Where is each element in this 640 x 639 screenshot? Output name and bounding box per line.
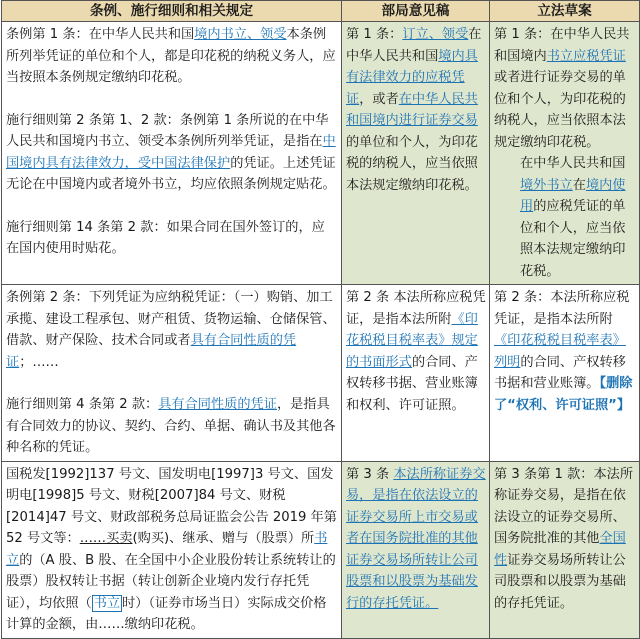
text-run: 本条例所列举凭证的单位和个人，都是印花税的纳税义务人，应当按照本条例规定缴纳印花税。 — [6, 27, 336, 85]
header-regulations: 条例、施行细则和相关规定 — [2, 1, 342, 22]
text-run: 第 1 条：在中华人民共和国境内 — [494, 27, 630, 64]
header-ministry-draft: 部局意见稿 — [342, 1, 490, 22]
cell-regulations — [2, 22, 342, 285]
text-run: 或者进行证券交易的单位和个人，为印花税的纳税人，应当依照本法规定缴纳印花税。 — [494, 70, 626, 150]
text-run: (购买)、继承、赠与（股票）所 — [132, 531, 315, 546]
text-run: 在中华人民共和国 — [520, 156, 626, 171]
text-run: 国税发[1992]137 号文、国发明电[1997]3 号文、国发明电[1998]5 号文、财税[2007]84 号文、财税[2014]47 号文、财政部税务总局证监会公告 2019 年第 52 号文等： — [6, 466, 337, 546]
text-run: 的合同、产权转移书据、营业账簿和权利、许可证照。 — [346, 354, 478, 413]
highlighted-text: 具有合同性质的凭证 — [6, 333, 297, 370]
text-run: 时）（证券市场当日）实际成交价格计算的金额，由……缴纳印花税。 — [6, 595, 327, 632]
paragraph — [494, 287, 636, 416]
paragraph — [6, 24, 338, 89]
text-run: 的单位和个人，为印花税的纳税人，应当依照本法规定缴纳印花税。 — [346, 134, 478, 193]
paragraph — [6, 110, 338, 196]
highlighted-text: 境内使用 — [520, 177, 626, 214]
text-run: 的（A 股、B 股、在全国中小企业股份转让系统转让的股票）股权转让书据（转让创新企业境内发行存托凭证），均依照（ — [6, 552, 336, 611]
text-run: 第 1 条： — [346, 27, 403, 42]
text-run: 在 — [572, 177, 586, 193]
text-run: 第 3 条第 1 款：本法所称证券交易，是指在依法设立的证券交易所、国务院批准的其他 — [494, 466, 634, 546]
highlighted-text: 境内具有法律效力的应税凭证 — [346, 48, 478, 107]
text-run: ；…… — [19, 354, 59, 370]
paragraph — [494, 153, 636, 282]
highlighted-text: 【删除了“权利、许可证照”】 — [494, 376, 633, 413]
cell-ministry-draft — [342, 461, 490, 638]
highlighted-text: 书立 — [93, 595, 121, 611]
cell-legislative-draft — [490, 461, 640, 638]
text-run: 施行细则第 2 条第 1、2 款：条例第 1 条所说的在中华人民共和国境内书立、领受本条例所列举凭证，是指在 — [6, 112, 329, 149]
text-run: 的凭证。上述凭证无论在中国境内或者境外书立，均应依照条例规定贴花。 — [6, 155, 336, 192]
paragraph — [346, 287, 486, 416]
text-run: 第 2 条：本法所称应税凭证，是指本法所附 — [494, 290, 630, 327]
text-run: 第 3 条 — [346, 466, 394, 482]
highlighted-text: 境内书立、领受 — [194, 27, 287, 42]
highlighted-text: 境外书立 — [520, 177, 573, 193]
cell-legislative-draft — [490, 285, 640, 462]
paragraph — [346, 464, 486, 615]
paragraph — [6, 217, 338, 260]
highlighted-text: 《印花税税目税率表》列明 — [494, 333, 626, 370]
text-run: 条例第 1 条：在中华人民共和国 — [6, 27, 195, 42]
header-row — [2, 1, 640, 22]
text-run: 施行细则第 14 条第 2 款：如果合同在国外签订的，应在国内使用时贴花。 — [6, 219, 325, 256]
text-run: 在中华人民共和国 — [346, 27, 482, 64]
highlighted-text: 本法所称证券交易，是指在依法设立的证券交易所上市交易或者在国务院批准的其他证券交易场所转让公司股票和以股票为基础发行的存托凭证。 — [346, 466, 486, 611]
paragraph — [494, 24, 636, 153]
paragraph — [6, 287, 338, 373]
cell-regulations — [2, 461, 342, 638]
text-run: 施行细则第 4 条第 2 款： — [6, 397, 159, 412]
text-run: 条例第 2 条：下列凭证为应纳税凭证：（一）购销、加工承揽、建设工程承包、财产租赁、货物运输、仓储保管、借款、财产保险、技术合同或者 — [6, 290, 336, 348]
text-run: 证券交易场所转让公司股票和以股票为基础的存托凭证。 — [494, 552, 626, 611]
text-run: 的合同、产权转移书据和营业账簿。 — [494, 354, 626, 391]
paragraph — [494, 464, 636, 615]
cell-regulations — [2, 285, 342, 462]
highlighted-text: 在中华人民共和国境内进行证券交易 — [346, 91, 478, 128]
highlighted-text: 订立、领受 — [402, 27, 469, 42]
cell-ministry-draft — [342, 285, 490, 462]
text-run: 第 2 条 本法所称应税凭证，是指本法所附 — [346, 290, 486, 327]
row-taxpayer — [2, 22, 640, 285]
paragraph — [6, 394, 338, 459]
text-run: 的应税凭证的单位和个人，应当依照本法规定缴纳印花税。 — [520, 199, 626, 279]
highlighted-text: 《印花税税目税率表》规定的书面形式 — [346, 311, 478, 370]
paragraph — [6, 464, 338, 636]
highlighted-text: 中国境内具有法律效力，受中国法律保护 — [6, 134, 336, 171]
highlighted-text: ……买卖 — [79, 531, 133, 546]
header-legislative-draft: 立法草案 — [490, 1, 640, 22]
highlighted-text: 具有合同性质的凭证 — [158, 397, 277, 412]
highlighted-text: 书立 — [6, 531, 328, 568]
row-securities-trading — [2, 461, 640, 638]
comparison-table — [1, 0, 640, 639]
paragraph — [346, 24, 486, 196]
highlighted-text: 书立应税凭证 — [546, 48, 626, 64]
row-taxable-vouchers — [2, 285, 640, 462]
text-run: ，是指具有合同效力的协议、契约、合约、单据、确认书及其他各种名称的凭证。 — [6, 397, 336, 455]
text-run: ，或者 — [359, 91, 399, 107]
cell-ministry-draft — [342, 22, 490, 285]
highlighted-text: 全国性 — [494, 531, 626, 568]
cell-legislative-draft — [490, 22, 640, 285]
